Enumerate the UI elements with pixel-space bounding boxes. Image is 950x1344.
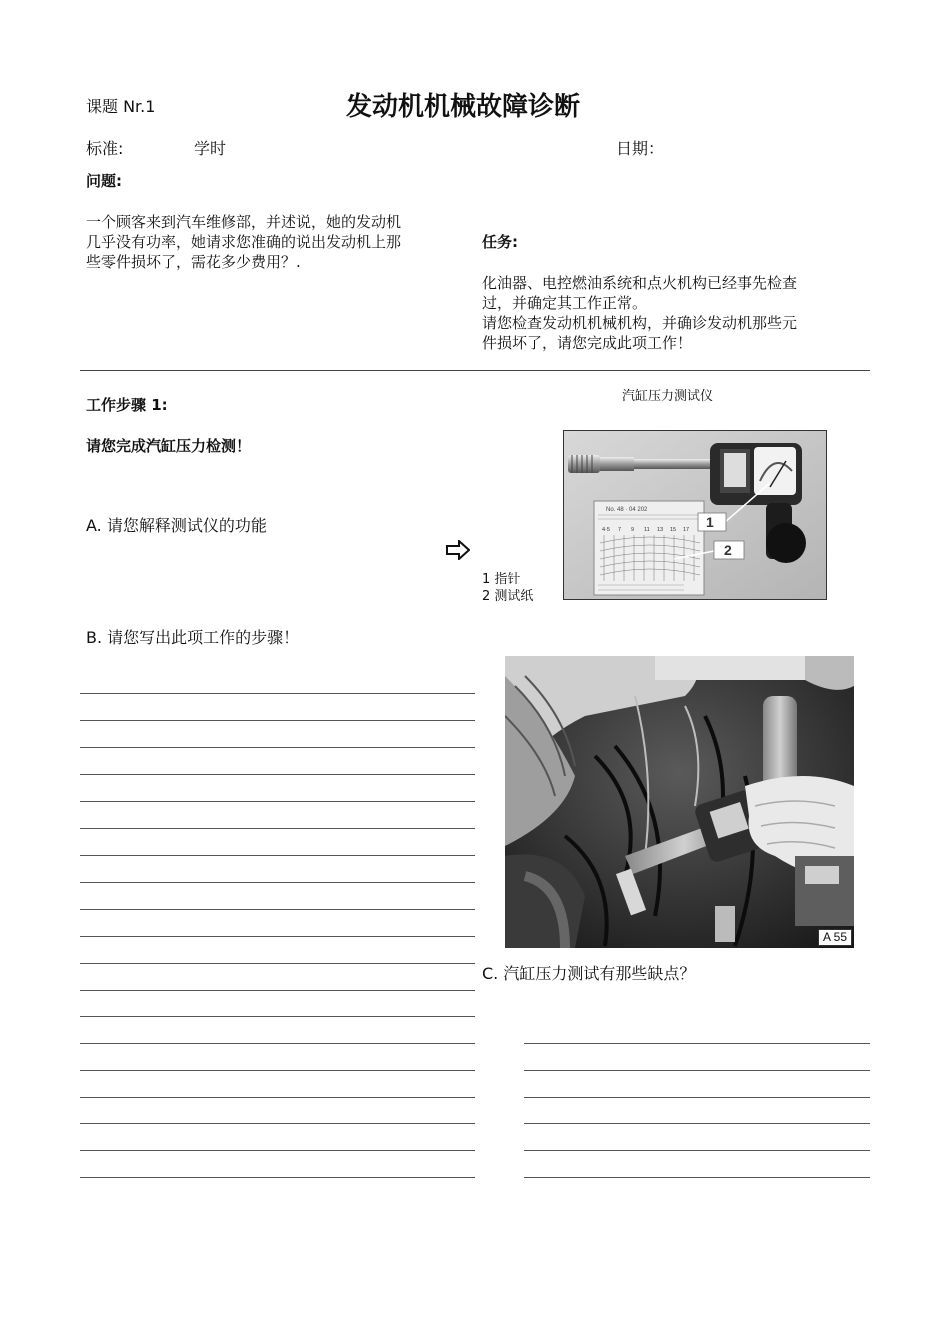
engine-bay-photo [505, 656, 854, 948]
answer-line[interactable] [80, 1097, 475, 1098]
question-b: B. 请您写出此项工作的步骤！ [86, 628, 300, 647]
task-line: 化油器、电控燃油系统和点火机构已经事先检查 [482, 274, 798, 292]
section-divider [80, 370, 870, 371]
answer-line[interactable] [524, 1150, 870, 1151]
scale-label: 17 [683, 527, 690, 533]
step1-heading: 工作步骤 1: [86, 396, 168, 414]
standard-label: 标准: [86, 139, 124, 158]
problem-line: 些零件损坏了，需花多少费用？. [86, 253, 301, 271]
callout-1: 1 [706, 514, 714, 530]
figure1-legend [482, 571, 533, 605]
date-label: 日期： [616, 139, 665, 158]
answer-line[interactable] [80, 1150, 475, 1151]
answer-line[interactable] [80, 1177, 475, 1178]
answer-line[interactable] [80, 828, 475, 829]
compression-tester-photo [563, 430, 827, 600]
question-c: C. 汽缸压力测试有那些缺点？ [482, 964, 696, 983]
task-text [482, 273, 797, 353]
problem-line: 几乎没有功率，她请求您准确的说出发动机上那 [86, 233, 402, 251]
answer-line[interactable] [524, 1043, 870, 1044]
legend-item-pointer: 1 指针 [482, 572, 521, 587]
answer-line[interactable] [524, 1177, 870, 1178]
scale-label: 4·5 [602, 527, 610, 533]
hours-label: 学时 [194, 139, 227, 158]
scale-label: 11 [644, 527, 650, 533]
answer-line[interactable] [80, 1070, 475, 1071]
figure1-caption: 汽缸压力测试仪 [622, 389, 714, 404]
answer-line[interactable] [80, 801, 475, 802]
legend-item-test-paper: 2 测试纸 [482, 589, 534, 604]
scale-label: 9 [631, 527, 635, 533]
compression-tester-illustration [564, 431, 826, 599]
answer-line[interactable] [80, 936, 475, 937]
task-line: 过，并确定其工作正常。 [482, 294, 648, 312]
problem-heading: 问题: [86, 172, 122, 190]
hollow-right-arrow-icon [446, 540, 470, 560]
answer-line[interactable] [524, 1097, 870, 1098]
figure2-tag: A 55 [818, 929, 852, 946]
callout-2: 2 [724, 542, 732, 558]
task-line: 请您检查发动机机械机构，并确诊发动机那些元 [482, 314, 798, 332]
scale-label: 7 [618, 527, 622, 533]
answer-line[interactable] [80, 963, 475, 964]
scale-label: 13 [657, 527, 664, 533]
answer-line[interactable] [80, 720, 475, 721]
question-a: A. 请您解释测试仪的功能 [86, 516, 267, 535]
answer-line[interactable] [80, 1016, 475, 1017]
answer-line[interactable] [80, 747, 475, 748]
card-header: No. 48 · 04 202 [606, 507, 648, 513]
answer-line[interactable] [80, 774, 475, 775]
problem-line: 一个顾客来到汽车维修部，并述说，她的发动机 [86, 213, 402, 231]
answer-line[interactable] [524, 1123, 870, 1124]
answer-line[interactable] [524, 1070, 870, 1071]
task-line: 件损坏了，请您完成此项工作！ [482, 334, 693, 352]
step1-instruction: 请您完成汽缸压力检测！ [86, 437, 252, 455]
topic-number: 课题 Nr.1 [86, 97, 156, 116]
answer-line[interactable] [80, 1123, 475, 1124]
scale-label: 15 [670, 527, 677, 533]
task-heading: 任务: [482, 233, 518, 251]
page-title: 发动机机械故障诊断 [346, 92, 581, 122]
answer-line[interactable] [80, 909, 475, 910]
answer-line[interactable] [80, 1043, 475, 1044]
answer-line[interactable] [80, 693, 475, 694]
answer-line[interactable] [80, 990, 475, 991]
answer-line[interactable] [80, 882, 475, 883]
engine-bay-illustration [505, 656, 854, 948]
answer-line[interactable] [80, 855, 475, 856]
problem-text [86, 212, 401, 272]
